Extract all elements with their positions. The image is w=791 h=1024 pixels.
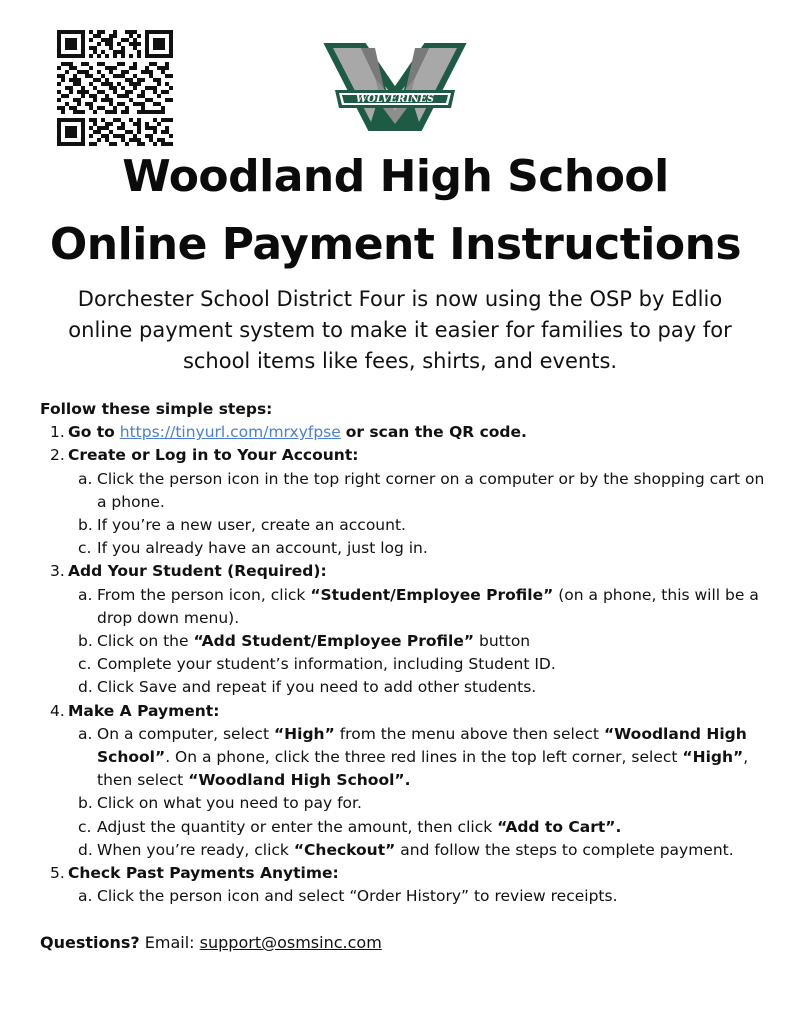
substep-text: and follow the steps to complete payment. [400, 840, 734, 859]
intro-line: Dorchester School District Four is now using the OSP by Edlio [77, 287, 723, 311]
substep-emphasis: “Checkout” [293, 840, 396, 859]
substep-letter: a. [78, 469, 93, 488]
intro-line: school items like fees, shirts, and events. [182, 349, 618, 373]
substep-text: (on a phone, this will be a drop down menu). [97, 585, 759, 627]
substep-text: . On a phone, click the three red lines in the top left corner, select [165, 748, 678, 767]
step-5 [40, 862, 770, 885]
substep-text: Complete your student’s information, including Student ID. [97, 655, 556, 674]
step-3c [40, 653, 770, 676]
substep-text: On a computer, select [97, 724, 270, 743]
substep-emphasis: “Woodland High School” [97, 724, 747, 767]
substep-text: If you’re a new user, create an account. [97, 516, 406, 535]
page-title-line-1: Woodland High School [122, 151, 669, 202]
step-4 [40, 700, 770, 723]
payment-portal-link[interactable]: https://tinyurl.com/mrxyfpse [119, 423, 341, 442]
substep-emphasis: “High” [682, 748, 744, 767]
step-4d [40, 839, 770, 862]
substep-text: Click Save and repeat if you need to add other students. [97, 678, 537, 697]
intro-paragraph [50, 284, 750, 377]
substep-text: If you already have an account, just log in. [97, 539, 428, 558]
substep-emphasis: “Woodland High School”. [188, 771, 411, 790]
step-5a [40, 885, 770, 908]
substep-text: from the menu above then select [339, 724, 599, 743]
step-2a [40, 468, 770, 514]
substep-letter: d. [78, 840, 93, 859]
substep-emphasis: “Add Student/Employee Profile” [193, 632, 475, 651]
questions-label: Questions? [40, 933, 140, 952]
page-title-line-2: Online Payment Instructions [49, 219, 742, 270]
substep-text: When you’re ready, click [97, 840, 289, 859]
substep-letter: b. [78, 516, 93, 535]
step-3b [40, 630, 770, 653]
step-1-scan: or scan the QR code. [345, 423, 527, 442]
substep-letter: a. [78, 724, 93, 743]
step-4-title: Make A Payment: [68, 701, 220, 720]
substep-emphasis: “High” [273, 724, 335, 743]
substep-text: , then select [97, 748, 749, 790]
step-2c [40, 537, 770, 560]
intro-line: online payment system to make it easier for families to pay for [68, 318, 732, 342]
step-number: 3. [50, 562, 65, 581]
step-2-title: Create or Log in to Your Account: [68, 446, 359, 465]
substep-letter: c. [78, 817, 92, 836]
step-4c [40, 816, 770, 839]
support-email-link[interactable]: support@osmsinc.com [199, 933, 382, 952]
substep-text: Adjust the quantity or enter the amount, then click [97, 817, 493, 836]
instructions [40, 398, 770, 908]
contact-line [40, 933, 382, 952]
step-number: 4. [50, 701, 65, 720]
step-number: 2. [50, 446, 65, 465]
substep-letter: a. [78, 585, 93, 604]
substep-emphasis: “Student/Employee Profile” [310, 585, 554, 604]
step-2b [40, 514, 770, 537]
email-label: Email: [144, 933, 195, 952]
step-4a [40, 723, 770, 793]
step-number: 5. [50, 864, 65, 883]
substep-letter: c. [78, 539, 92, 558]
substep-letter: b. [78, 794, 93, 813]
substep-letter: b. [78, 632, 93, 651]
step-number: 1. [50, 423, 65, 442]
step-1 [40, 421, 770, 444]
step-3 [40, 560, 770, 583]
step-3d [40, 676, 770, 699]
step-2 [40, 444, 770, 467]
substep-text: From the person icon, click [97, 585, 306, 604]
substep-letter: a. [78, 887, 93, 906]
step-5-title: Check Past Payments Anytime: [68, 864, 339, 883]
wolverines-logo [323, 38, 467, 132]
substep-letter: d. [78, 678, 93, 697]
step-4b [40, 792, 770, 815]
step-1-go-to: Go to [68, 423, 115, 442]
substep-text: Click the person icon in the top right corner on a computer or by the shopping cart on a phone. [97, 469, 765, 511]
substep-emphasis: “Add to Cart”. [497, 817, 622, 836]
qr-code-icon[interactable] [57, 30, 173, 146]
substep-text: button [479, 632, 531, 651]
substep-text: Click the person icon and select “Order History” to review receipts. [97, 887, 618, 906]
substep-text: Click on what you need to pay for. [97, 794, 362, 813]
substep-letter: c. [78, 655, 92, 674]
step-3-title: Add Your Student (Required): [68, 562, 327, 581]
substep-text: Click on the [97, 632, 189, 651]
svg-text:WOLVERINES: WOLVERINES [355, 94, 435, 105]
step-3a [40, 584, 770, 630]
steps-heading: Follow these simple steps: [40, 400, 273, 418]
